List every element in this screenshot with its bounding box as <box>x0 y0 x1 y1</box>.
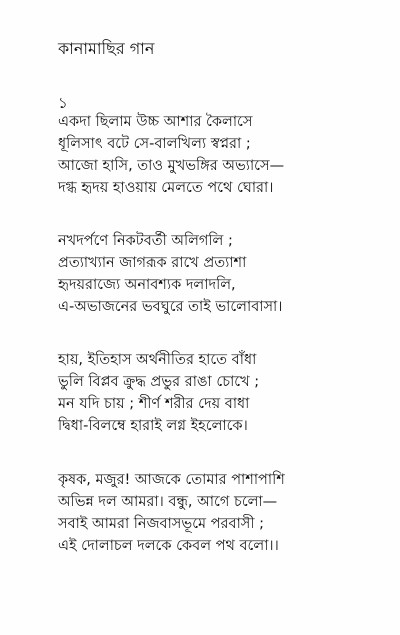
poem-line: আজো হাসি, তাও মুখভঙ্গির অভ্যাসে— <box>58 158 285 174</box>
poem-line: অভিন্ন দল আমরা। বন্ধু, আগে চলো— <box>58 494 278 510</box>
poem-line: একদা ছিলাম উচ্চ আশার কৈলাসে <box>58 114 253 130</box>
poem-line: নখদর্পণে নিকটবর্তী অলিগলি ; <box>58 233 233 249</box>
poem-line: কৃষক, মজুর! আজকে তোমার পাশাপাশি <box>58 472 285 488</box>
poem-line: হায়, ইতিহাস অর্থনীতির হাতে বাঁধা <box>58 352 257 368</box>
poem-line: দ্বিধা-বিলম্বে হারাই লগ্ন ইহলোকে। <box>58 418 248 434</box>
poem-line: ধূলিসাৎ বটে সে-বালখিল্য স্বপ্নরা ; <box>58 136 251 152</box>
poem-line: মন যদি চায় ; শীর্ণ শরীর দেয় বাধা <box>58 396 250 412</box>
stanza-2 <box>58 230 388 318</box>
stanza-1 <box>58 111 388 199</box>
poem-line: এই দোলাচল দলকে কেবল পথ বলো।। <box>58 538 279 554</box>
section-number: ১ <box>58 94 68 112</box>
stanza-4 <box>58 469 388 557</box>
poem-line: সবাই আমরা নিজবাসভূমে পরবাসী ; <box>58 516 264 532</box>
poem-line: প্রত্যাখ্যান জাগরূক রাখে প্রত্যাশা <box>58 255 247 271</box>
stanza-3 <box>58 349 388 437</box>
poem-line: হৃদয়রাজ্যে অনাবশ্যক দলাদলি, <box>58 277 236 293</box>
poem-title: কানামাছির গান <box>58 39 155 58</box>
poem-line: এ-অভাজনের ভবঘুরে তাই ভালোবাসা। <box>58 299 283 315</box>
poem-line: দগ্ধ হৃদয় হাওয়ায় মেলতে পথে ঘোরা। <box>58 180 274 196</box>
poem-line: ভুলি বিপ্লব ক্রুদ্ধ প্রভুর রাঙা চোখে ; <box>58 374 260 390</box>
